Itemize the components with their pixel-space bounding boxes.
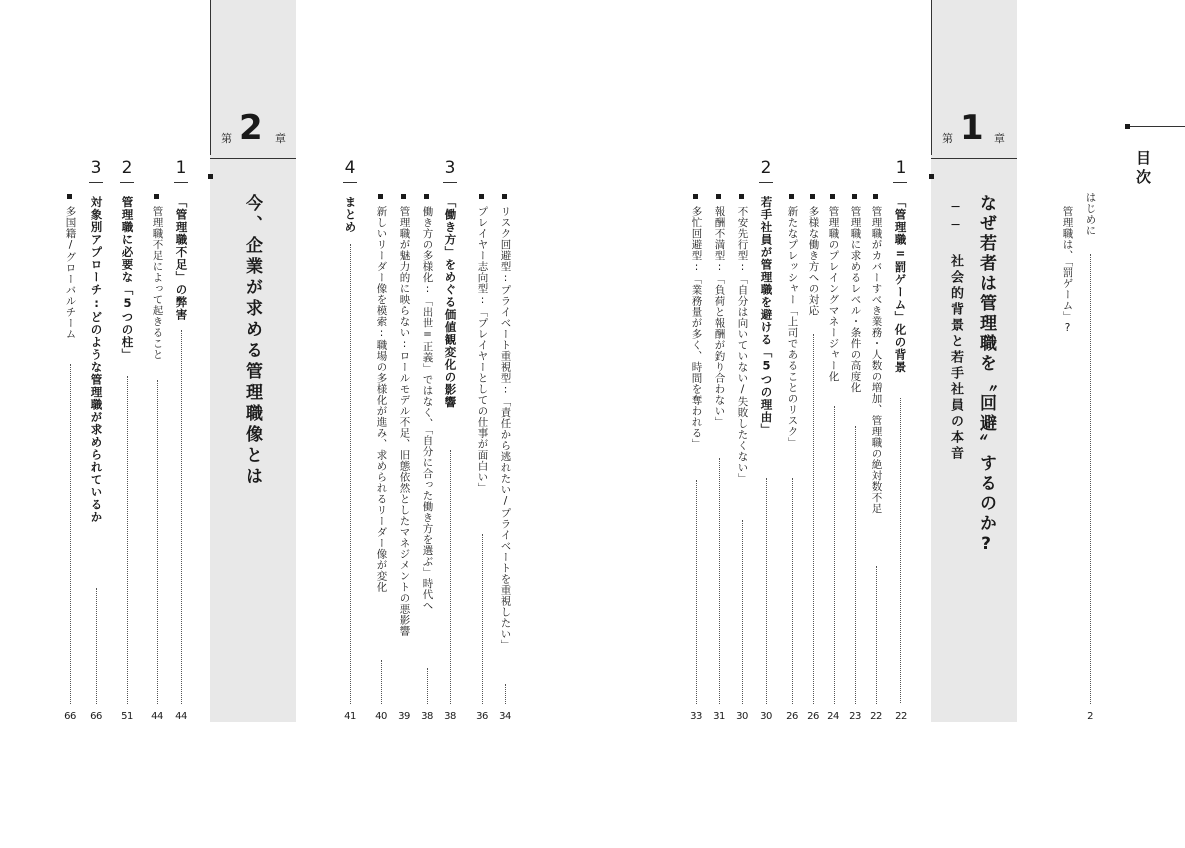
ch1-sec2-rule — [759, 182, 773, 183]
ch2-sec1-item1-page: 44 — [151, 711, 163, 722]
bullet — [479, 194, 484, 199]
ch1-sec4-page: 41 — [344, 711, 356, 722]
ch1-sec3-item1-page: 38 — [421, 711, 433, 722]
ch1-sec1-item5-leader — [792, 478, 793, 704]
ch2-sec2-title[interactable]: 管理職に必要な「5つの柱」 — [120, 196, 135, 361]
ch1-sec1-item2-page: 23 — [849, 711, 861, 722]
bullet — [852, 194, 857, 199]
ch1-tail-pre-item2-page: 36 — [476, 711, 488, 722]
ch2-sec3-page: 66 — [90, 711, 102, 722]
bullet — [67, 194, 72, 199]
ch1-sec1-item3[interactable]: 管理職のプレイングマネージャー化 — [827, 206, 840, 382]
ch1-sec1-title[interactable]: 「管理職=罰ゲーム」化の背景 — [893, 196, 908, 374]
chapter1-title: なぜ若者は管理職を〝回避〟するのか? — [976, 194, 996, 557]
ch2-sec1-rule — [174, 182, 188, 183]
ch1-sec4-num: 4 — [344, 158, 356, 178]
ch1-sec4-leader — [350, 244, 351, 704]
ch1-sec2-item1-page: 30 — [736, 711, 748, 722]
ch1-sec1-rule — [893, 182, 907, 183]
ch1-sec3-item1[interactable]: 働き方の多様化:「出世=正義」ではなく、「自分に合った働き方を選ぶ」時代へ — [421, 206, 434, 611]
ch1-sec1-page: 22 — [895, 711, 907, 722]
ch1-sec2-page: 30 — [760, 711, 772, 722]
ch1-sec2-item3[interactable]: 多忙回避型:「業務量が多く、時間を奪われる」 — [690, 206, 703, 450]
ch1-sec4-title[interactable]: まとめ — [343, 196, 358, 234]
ch1-sec1-item4-leader — [813, 334, 814, 704]
bullet — [502, 194, 507, 199]
bullet — [873, 194, 878, 199]
toc-title: 目次 — [1134, 150, 1152, 188]
chapter2-heading — [217, 108, 293, 152]
ch1-tail-pre-item2-leader — [482, 534, 483, 704]
chapter2-number: 2 — [239, 108, 263, 148]
ch1-sec1-item4-page: 26 — [807, 711, 819, 722]
chapter2-marker — [208, 174, 213, 179]
ch2-sec2-page: 51 — [121, 711, 133, 722]
ch2-sec3-item1[interactable]: 多国籍/グローバルチーム — [64, 206, 77, 340]
ch1-sec1-item1[interactable]: 管理職がカバーすべき業務・人数の増加、管理職の絶対数不足 — [870, 206, 883, 514]
ch1-sec2-item1[interactable]: 不安先行型:「自分は向いていない/失敗したくない」 — [736, 206, 749, 484]
ch1-sec3-rule — [443, 182, 457, 183]
chapter1-band-left-rule — [931, 0, 932, 155]
ch1-sec1-leader — [900, 398, 901, 703]
ch1-tail-pre-item1[interactable]: リスク回避型:プライベート重視型:「責任から逃れたい/プライベートを重視したい」 — [499, 206, 512, 651]
bullet — [739, 194, 744, 199]
ch2-sec3-item1-page: 66 — [64, 711, 76, 722]
ch2-sec3-num: 3 — [90, 158, 102, 178]
ch1-sec3-item2-page: 39 — [398, 711, 410, 722]
ch1-sec2-item2-leader — [719, 458, 720, 704]
bullet — [810, 194, 815, 199]
ch1-sec4-rule — [343, 182, 357, 183]
bullet — [830, 194, 835, 199]
ch1-tail-pre-item2[interactable]: プレイヤー志向型:「プレイヤーとしての仕事が面白い」 — [476, 206, 489, 494]
bullet — [154, 194, 159, 199]
ch1-sec1-item2-leader — [855, 426, 856, 704]
ch2-sec3-title[interactable]: 対象別アプローチ:どのような管理職が求められているか — [89, 196, 104, 524]
ch1-sec3-item1-leader — [427, 668, 428, 704]
ch1-sec2-item1-leader — [742, 520, 743, 704]
chapter1-number: 1 — [960, 108, 984, 148]
bullet — [789, 194, 794, 199]
toc-rule-marker — [1125, 124, 1130, 129]
ch1-sec3-page: 38 — [444, 711, 456, 722]
chapter2-title: 今、企業が求める管理職像とは — [242, 194, 262, 488]
ch1-sec2-item3-page: 33 — [690, 711, 702, 722]
ch1-sec2-item2[interactable]: 報酬不満型:「負荷と報酬が釣り合わない」 — [713, 206, 726, 428]
intro-entry[interactable]: 管理職は、「罰ゲーム」? — [1061, 206, 1074, 335]
ch1-sec3-leader — [450, 450, 451, 704]
bullet — [716, 194, 721, 199]
ch1-tail-pre-item1-page: 34 — [499, 711, 511, 722]
chapter2-suffix: 章 — [275, 132, 286, 145]
ch2-sec3-leader — [96, 588, 97, 704]
ch1-sec3-num: 3 — [444, 158, 456, 178]
toc-top-rule — [1128, 126, 1185, 127]
ch1-sec1-item2[interactable]: 管理職に求めるレベル・条件の高度化 — [849, 206, 862, 393]
ch2-sec1-item1[interactable]: 管理職不足によって起きること — [151, 206, 164, 360]
chapter1-prefix: 第 — [942, 132, 953, 145]
ch2-sec3-item1-leader — [70, 364, 71, 704]
ch2-sec1-title[interactable]: 「管理職不足」の弊害 — [174, 196, 189, 321]
ch1-sec2-num: 2 — [760, 158, 772, 178]
chapter1-subtitle: ── 社会的背景と若手社員の本音 — [948, 200, 963, 462]
ch1-sec3-item3-leader — [381, 660, 382, 704]
ch2-sec2-rule — [120, 182, 134, 183]
bullet — [378, 194, 383, 199]
ch1-sec3-item3-page: 40 — [375, 711, 387, 722]
chapter2-header-rule — [210, 158, 296, 159]
bullet — [693, 194, 698, 199]
chapter1-heading — [938, 108, 1014, 152]
ch2-sec1-num: 1 — [175, 158, 187, 178]
ch1-sec2-leader — [766, 478, 767, 704]
chapter2-prefix: 第 — [221, 132, 232, 145]
chapter2-band-left-rule — [210, 0, 211, 155]
ch2-sec2-leader — [127, 376, 128, 704]
ch2-sec1-leader — [181, 330, 182, 704]
ch1-sec3-title[interactable]: 「働き方」をめぐる価値観変化の影響 — [443, 196, 458, 409]
ch2-sec1-page: 44 — [175, 711, 187, 722]
ch1-sec1-item1-leader — [876, 566, 877, 704]
ch1-sec1-item5-page: 26 — [786, 711, 798, 722]
chapter1-header-rule — [931, 158, 1017, 159]
bullet — [401, 194, 406, 199]
ch1-sec2-item2-page: 31 — [713, 711, 725, 722]
ch2-sec1-item1-leader — [157, 380, 158, 704]
ch1-sec1-item1-page: 22 — [870, 711, 882, 722]
intro-leader — [1090, 254, 1091, 704]
ch1-sec2-item3-leader — [696, 480, 697, 704]
ch1-sec1-item5[interactable]: 新たなプレッシャー「上司であることのリスク」 — [786, 206, 799, 448]
ch1-sec3-item2[interactable]: 管理職が魅力的に映らない:ロールモデル不足、旧態依然としたマネジメントの悪影響 — [398, 206, 411, 637]
intro-label: はじめに — [1084, 192, 1097, 236]
ch1-sec1-item4[interactable]: 多様な働き方への対応 — [807, 206, 820, 316]
chapter1-marker — [929, 174, 934, 179]
ch2-sec2-num: 2 — [121, 158, 133, 178]
ch2-sec3-rule — [89, 182, 103, 183]
ch1-sec1-num: 1 — [895, 158, 907, 178]
ch1-sec2-title[interactable]: 若手社員が管理職を避ける「5つの理由」 — [759, 196, 774, 436]
intro-page: 2 — [1087, 711, 1093, 722]
ch1-tail-pre-item1-leader — [505, 684, 506, 704]
ch1-sec1-item3-leader — [834, 406, 835, 704]
ch1-sec3-item3[interactable]: 新しいリーダー像を模索:職場の多様化が進み、求められるリーダー像が変化 — [375, 206, 388, 593]
ch1-sec1-item3-page: 24 — [827, 711, 839, 722]
chapter1-suffix: 章 — [994, 132, 1005, 145]
bullet — [424, 194, 429, 199]
